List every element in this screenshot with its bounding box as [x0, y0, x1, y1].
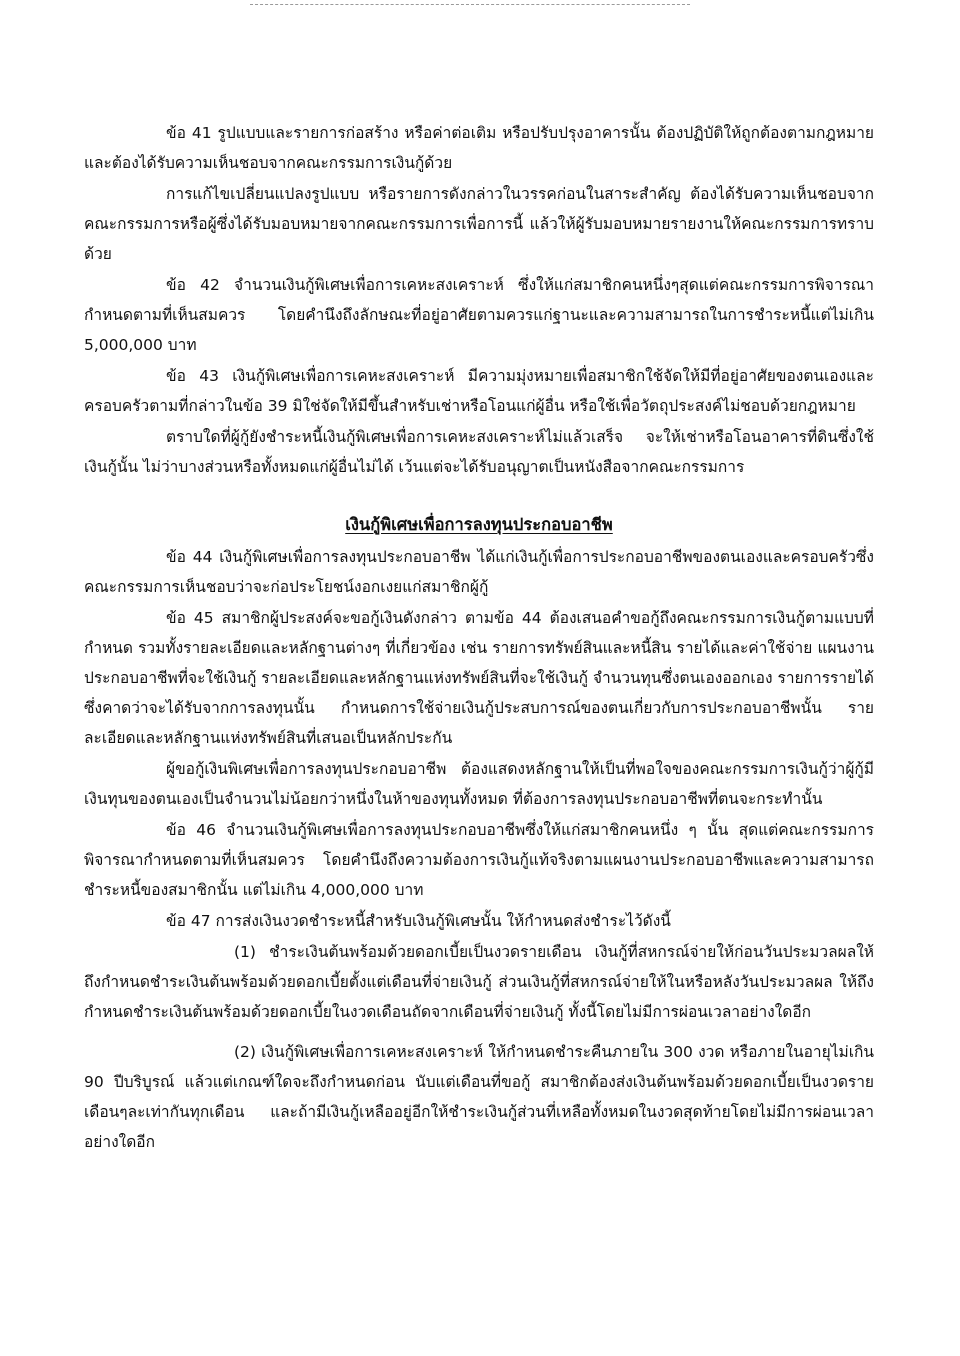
scan-edge-line	[250, 4, 690, 5]
clause-46: ข้อ 46 จำนวนเงินกู้พิเศษเพื่อการลงทุนประกอบอาชีพซึ่งให้แก่สมาชิกคนหนึ่ง ๆ นั้น สุดแต่คณะกรรมการพิจารณากำหนดตามที่เห็นสมควร โดยคำนึงถึงความต้องการเงินกู้แท้จริงตามแผนงานประกอบอาชีพและความสามารถชำระหนี้ของสมาชิกนั้น แต่ไม่เกิน 4,000,000 บาท	[84, 821, 874, 899]
clause-45: ข้อ 45 สมาชิกผู้ประสงค์จะขอกู้เงินดังกล่าว ตามข้อ 44 ต้องเสนอคำขอกู้ถึงคณะกรรมการเงินกู้ตามแบบที่กำหนด รวมทั้งรายละเอียดและหลักฐานต่างๆ ที่เกี่ยวข้อง เช่น รายการทรัพย์สินและหนี้สิน รายได้และค่าใช้จ่าย แผนงานประกอบอาชีพที่จะใช้เงินกู้ รายละเอียดและหลักฐานแห่งทรัพย์สินที่จะใช้เงินกู้ จำนวนทุนซึ่งตนเองออกเอง รายการรายได้ ซึ่งคาดว่าจะได้รับจากการลงทุนนั้น กำหนดการใช้จ่ายเงินกู้ประสบการณ์ของตนเกี่ยวกับการประกอบอาชีพนั้น รายละเอียดและหลักฐานแห่งทรัพย์สินที่เสนอเป็นหลักประกัน	[84, 609, 874, 747]
clause-42: ข้อ 42 จำนวนเงินกู้พิเศษเพื่อการเคหะสงเคราะห์ ซึ่งให้แก่สมาชิกคนหนึ่งๆสุดแต่คณะกรรมการพิจารณากำหนดตามที่เห็นสมควร โดยคำนึงถึงลักษณะที่อยู่อาศัยตามควรแก่ฐานะและความสามารถในการชำระหนี้แต่ไม่เกิน 5,000,000 บาท	[84, 276, 874, 354]
section-heading: เงินกู้พิเศษเพื่อการลงทุนประกอบอาชีพ	[345, 515, 613, 534]
clause-43: ข้อ 43 เงินกู้พิเศษเพื่อการเคหะสงเคราะห์ มีความมุ่งหมายเพื่อสมาชิกใช้จัดให้มีที่อยู่อาศัยของตนเองและครอบครัวตามที่กล่าวในข้อ 39 มิใช่จัดให้มีขึ้นสำหรับเช่าหรือโอนแก่ผู้อื่น หรือใช้เพื่อวัตถุประสงค์ไม่ชอบด้วยกฎหมาย	[84, 367, 874, 415]
document-page	[84, 118, 874, 1158]
clause-43-paragraph-2: ตราบใดที่ผู้กู้ยังชำระหนี้เงินกู้พิเศษเพื่อการเคหะสงเคราะห์ไม่แล้วเสร็จ จะให้เช่าหรือโอนอาคารที่ดินซึ่งใช้เงินกู้นั้น ไม่ว่าบางส่วนหรือทั้งหมดแก่ผู้อื่นไม่ได้ เว้นแต่จะได้รับอนุญาตเป็นหนังสือจากคณะกรรมการ	[84, 428, 874, 476]
clause-47-item-1: (1) ชำระเงินต้นพร้อมด้วยดอกเบี้ยเป็นงวดรายเดือน เงินกู้ที่สหกรณ์จ่ายให้ก่อนวันประมวลผลให้ถึงกำหนดชำระเงินต้นพร้อมด้วยดอกเบี้ยตั้งแต่เดือนที่จ่ายเงินกู้ ส่วนเงินกู้ที่สหกรณ์จ่ายให้ในหรือหลังวันประมวลผล ให้ถึงกำหนดชำระเงินต้นพร้อมด้วยดอกเบี้ยในงวดเดือนถัดจากเดือนที่จ่ายเงินกู้ ทั้งนี้โดยไม่มีการผ่อนเวลาอย่างใดอีก	[84, 943, 874, 1021]
clause-45-paragraph-2: ผู้ขอกู้เงินพิเศษเพื่อการลงทุนประกอบอาชีพ ต้องแสดงหลักฐานให้เป็นที่พอใจของคณะกรรมการเงินกู้ว่าผู้กู้มีเงินทุนของตนเองเป็นจำนวนไม่น้อยกว่าหนึ่งในห้าของทุนทั้งหมด ที่ต้องการลงทุนประกอบอาชีพที่ตนจะกระทำนั้น	[84, 760, 874, 808]
clause-44: ข้อ 44 เงินกู้พิเศษเพื่อการลงทุนประกอบอาชีพ ได้แก่เงินกู้เพื่อการประกอบอาชีพของตนเองและครอบครัวซึ่งคณะกรรมการเห็นชอบว่าจะก่อประโยชน์งอกเงยแก่สมาชิกผู้กู้	[84, 548, 874, 596]
clause-41-paragraph-2: การแก้ไขเปลี่ยนแปลงรูปแบบ หรือรายการดังกล่าวในวรรคก่อนในสาระสำคัญ ต้องได้รับความเห็นชอบจากคณะกรรมการหรือผู้ซึ่งได้รับมอบหมายจากคณะกรรมการเพื่อการนี้ แล้วให้ผู้รับมอบหมายรายงานให้คณะกรรมการทราบด้วย	[84, 185, 874, 263]
clause-41: ข้อ 41 รูปแบบและรายการก่อสร้าง หรือค่าต่อเติม หรือปรับปรุงอาคารนั้น ต้องปฏิบัติให้ถูกต้องตามกฎหมาย และต้องได้รับความเห็นชอบจากคณะกรรมการเงินกู้ด้วย	[84, 124, 874, 172]
clause-47: ข้อ 47 การส่งเงินงวดชำระหนี้สำหรับเงินกู้พิเศษนั้น ให้กำหนดส่งชำระไว้ดังนี้	[166, 912, 671, 930]
clause-47-item-2: (2) เงินกู้พิเศษเพื่อการเคหะสงเคราะห์ ให้กำหนดชำระคืนภายใน 300 งวด หรือภายในอายุไม่เกิน 90 ปีบริบูรณ์ แล้วแต่เกณฑ์ใดจะถึงกำหนดก่อน นับแต่เดือนที่ขอกู้ สมาชิกต้องส่งเงินต้นพร้อมด้วยดอกเบี้ยเป็นงวดรายเดือนๆละเท่ากันทุกเดือน และถ้ามีเงินกู้เหลืออยู่อีกให้ชำระเงินกู้ส่วนที่เหลือทั้งหมดในงวดสุดท้ายโดยไม่มีการผ่อนเวลาอย่างใดอีก	[84, 1043, 874, 1151]
